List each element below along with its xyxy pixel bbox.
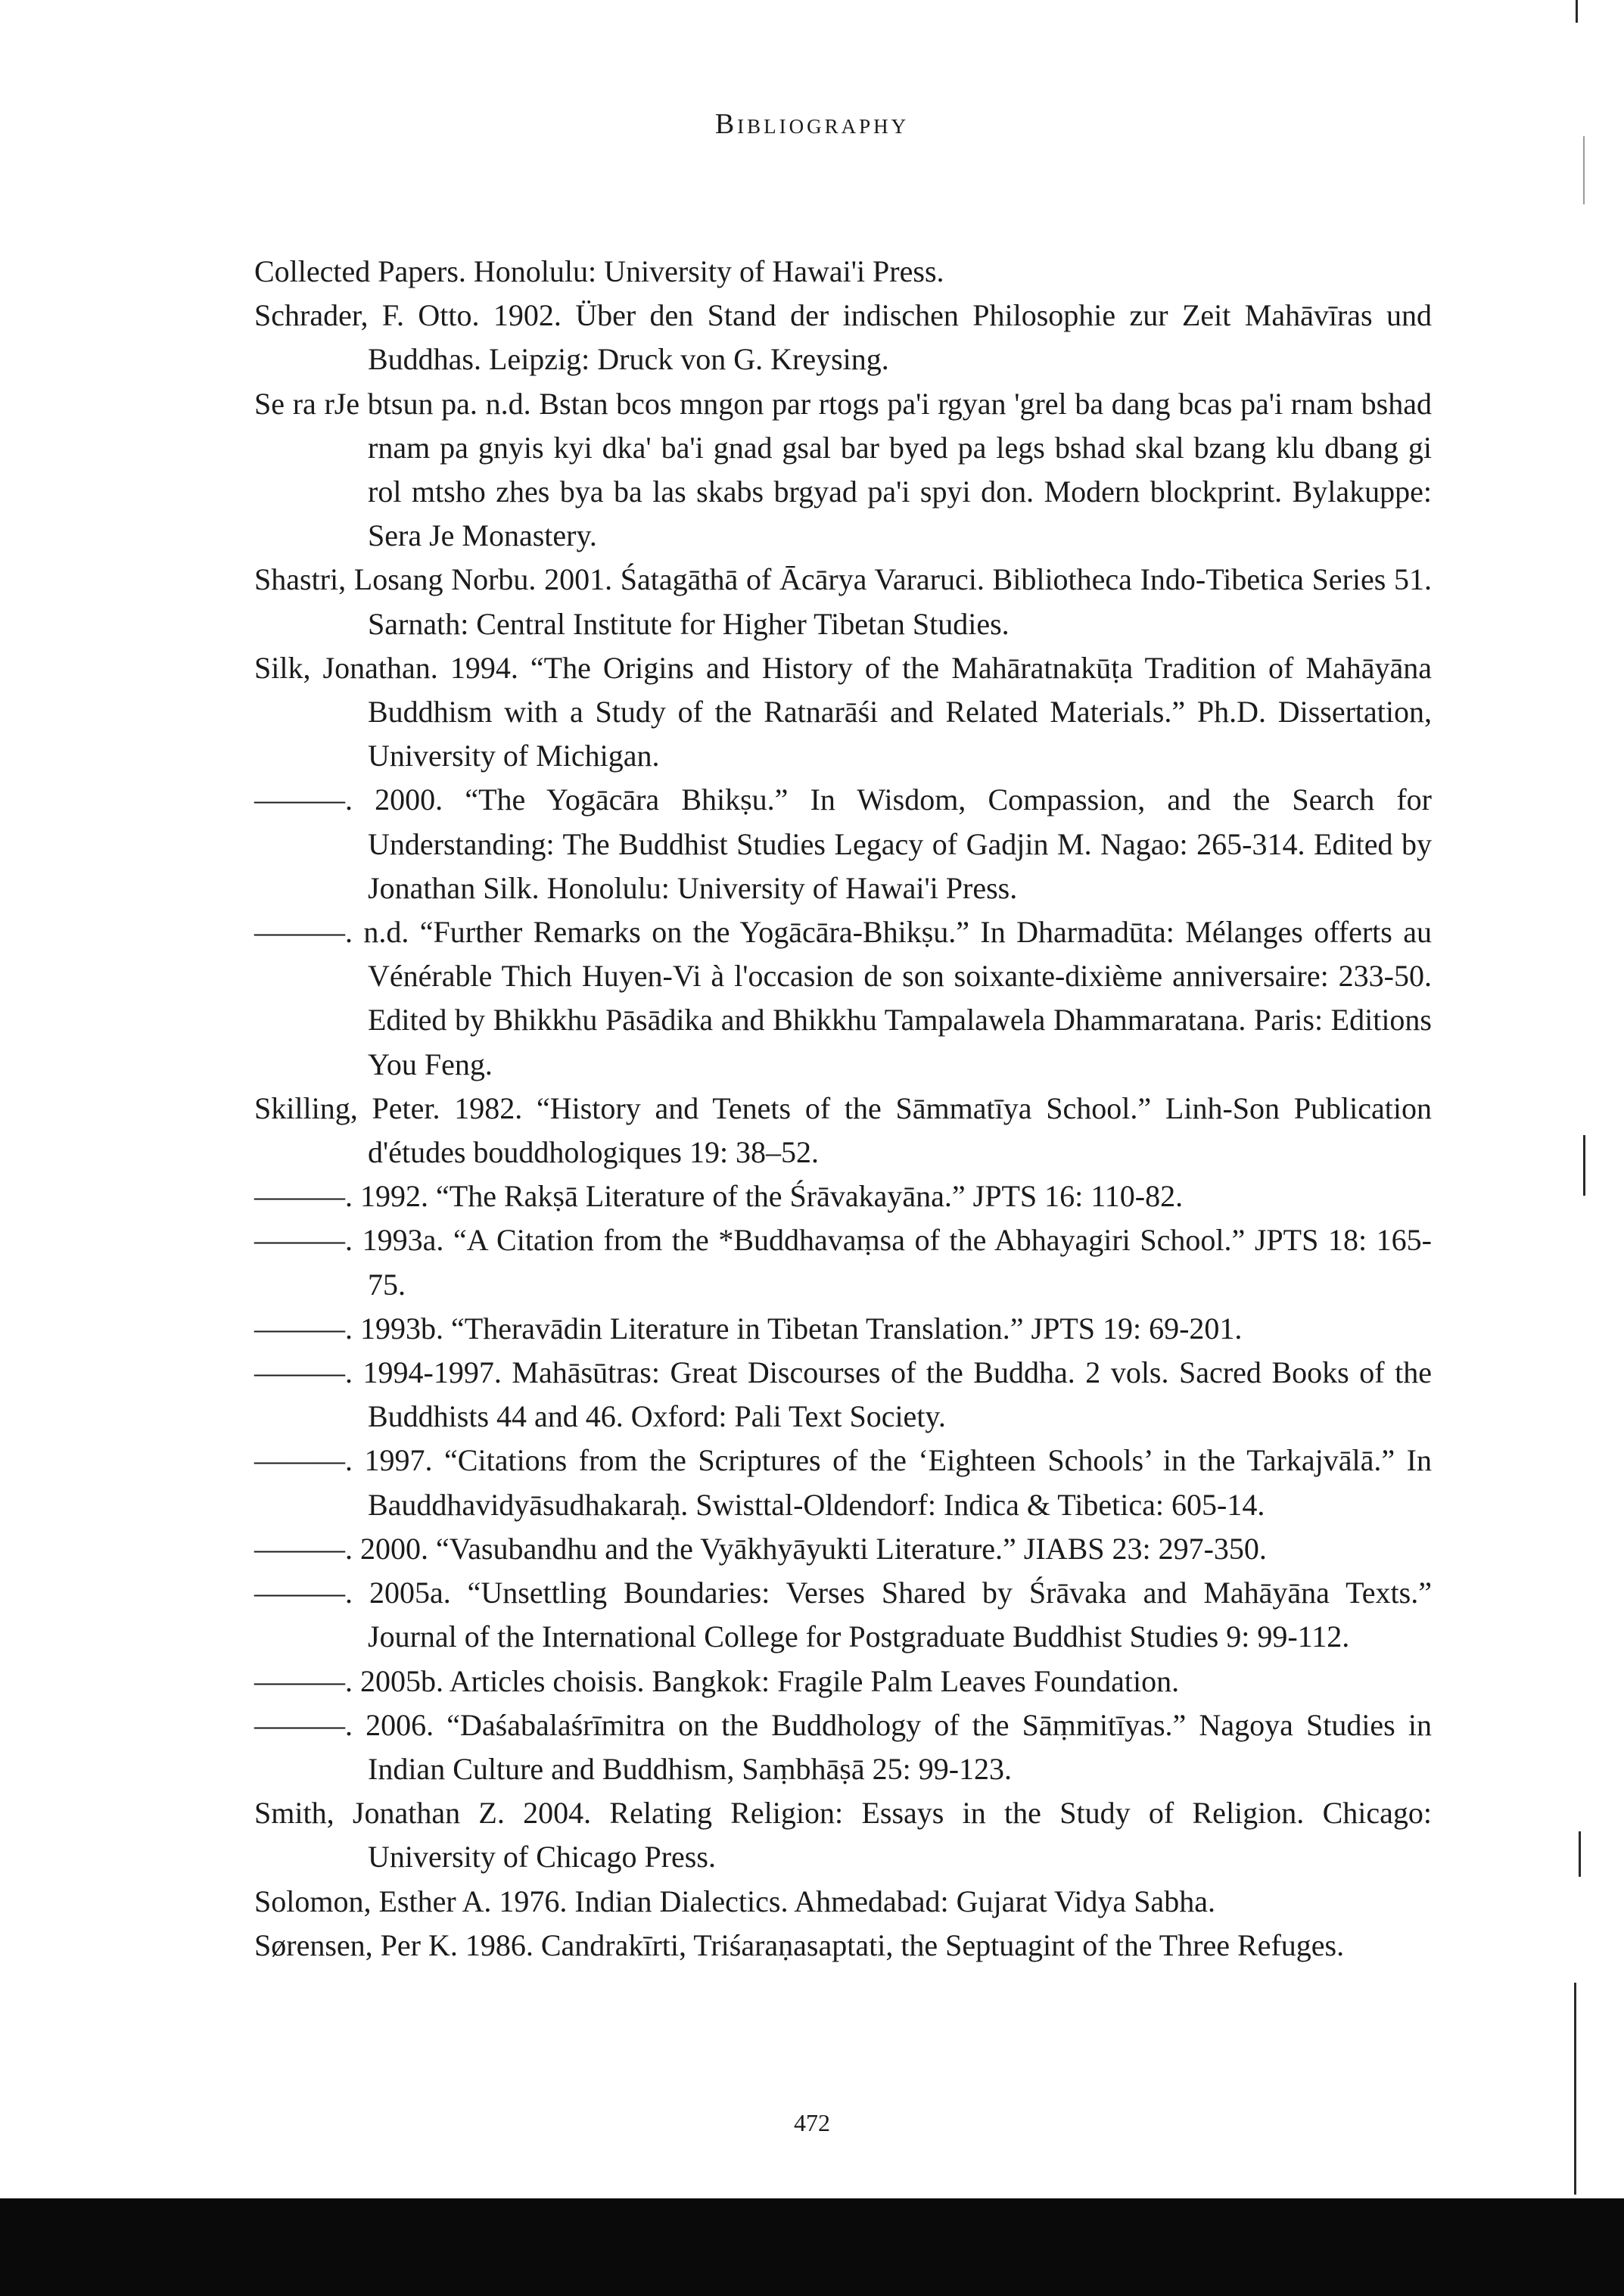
bibliography-entry: ———. 1993a. “A Citation from the *Buddhavaṃsa of the Abhayagiri School.” JPTS 18: 165-75.	[254, 1223, 1432, 1302]
scan-edge-mark	[1576, 0, 1578, 23]
bibliography-entry: ———. 2005a. “Unsettling Boundaries: Verses Shared by Śrāvaka and Mahāyāna Texts.” Journal of the International College for Postgraduate Buddhist Studies 9: 99-112.	[254, 1576, 1432, 1654]
bibliography-entry: Silk, Jonathan. 1994. “The Origins and History of the Mahāratnakūṭa Tradition of Mahāyāna Buddhism with a Study of the Ratnarāśi and Related Materials.” Ph.D. Dissertation, University of Michigan.	[254, 650, 1432, 773]
bibliography-entry: ———. 1993b. “Theravādin Literature in Tibetan Translation.” JPTS 19: 69-201.	[254, 1311, 1243, 1346]
bibliography-entry: Shastri, Losang Norbu. 2001. Śatagāthā of Ācārya Vararuci. Bibliotheca Indo-Tibetica Series 51. Sarnath: Central Institute for Higher Tibetan Studies.	[254, 562, 1432, 641]
bibliography-entry: Skilling, Peter. 1982. “History and Tenets of the Sāmmatīya School.” Linh-Son Publication d'études bouddhologiques 19: 38–52.	[254, 1090, 1432, 1170]
bibliography-entry: ———. 2000. “Vasubandhu and the Vyākhyāyukti Literature.” JIABS 23: 297-350.	[254, 1531, 1267, 1566]
scan-edge-mark	[1579, 1831, 1581, 1877]
bibliography-entry: ———. 1992. “The Rakṣā Literature of the Śrāvakayāna.” JPTS 16: 110-82.	[254, 1179, 1184, 1214]
scan-bottom-border	[0, 2198, 1624, 2296]
bibliography-list	[254, 250, 1432, 1968]
bibliography-entry: ———. 2005b. Articles choisis. Bangkok: Fragile Palm Leaves Foundation.	[254, 1663, 1180, 1698]
scan-edge-mark	[1574, 1983, 1576, 2195]
bibliography-entry: Collected Papers. Honolulu: University of Hawai'i Press.	[254, 254, 944, 288]
bibliography-entry: ———. n.d. “Further Remarks on the Yogācāra-Bhikṣu.” In Dharmadūta: Mélanges offerts au Vénérable Thich Huyen-Vi à l'occasion de son soixante-dixième anniversaire: 233-50. Edited by Bhikkhu Pāsādika and Bhikkhu Tampalawela Dhammaratana. Paris: Editions You Feng.	[254, 915, 1432, 1081]
bibliography-entry: Sørensen, Per K. 1986. Candrakīrti, Triśaraṇasaptati, the Septuagint of the Three Refuges.	[254, 1927, 1345, 1962]
bibliography-entry: ———. 2006. “Daśabalaśrīmitra on the Buddhology of the Sāṃmitīyas.” Nagoya Studies in Indian Culture and Buddhism, Saṃbhāṣā 25: 99-123.	[254, 1707, 1432, 1786]
scan-edge-mark	[1583, 1135, 1585, 1196]
page-number: 472	[794, 2109, 830, 2136]
bibliography-entry: ———. 2000. “The Yogācāra Bhikṣu.” In Wisdom, Compassion, and the Search for Understanding: The Buddhist Studies Legacy of Gadjin M. Nagao: 265-314. Edited by Jonathan Silk. Honolulu: University of Hawai'i Press.	[254, 782, 1432, 905]
bibliography-entry: Schrader, F. Otto. 1902. Über den Stand der indischen Philosophie zur Zeit Mahāvīras und Buddhas. Leipzig: Druck von G. Kreysing.	[254, 298, 1432, 377]
bibliography-entry: Se ra rJe btsun pa. n.d. Bstan bcos mngon par rtogs pa'i rgyan 'grel ba dang bcas pa'i rnam bshad rnam pa gnyis kyi dka' ba'i gnad gsal bar byed pa legs bshad skal bzang klu dbang gi rol mtsho zhes bya ba las skabs brgyad pa'i spyi don. Modern blockprint. Bylakuppe: Sera Je Monastery.	[254, 386, 1432, 553]
bibliography-entry: ———. 1997. “Citations from the Scriptures of the ‘Eighteen Schools’ in the Tarkajvālā.” In Bauddhavidyāsudhakaraḥ. Swisttal-Oldendorf: Indica & Tibetica: 605-14.	[254, 1443, 1432, 1522]
bibliography-entry: ———. 1994-1997. Mahāsūtras: Great Discourses of the Buddha. 2 vols. Sacred Books of the Buddhists 44 and 46. Oxford: Pali Text Society.	[254, 1355, 1432, 1434]
bibliography-entry: Smith, Jonathan Z. 2004. Relating Religion: Essays in the Study of Religion. Chicago: University of Chicago Press.	[254, 1796, 1432, 1874]
running-head: Bibliography	[714, 108, 910, 140]
bibliography-entry: Solomon, Esther A. 1976. Indian Dialectics. Ahmedabad: Gujarat Vidya Sabha.	[254, 1884, 1215, 1918]
scan-edge-mark	[1583, 136, 1585, 204]
